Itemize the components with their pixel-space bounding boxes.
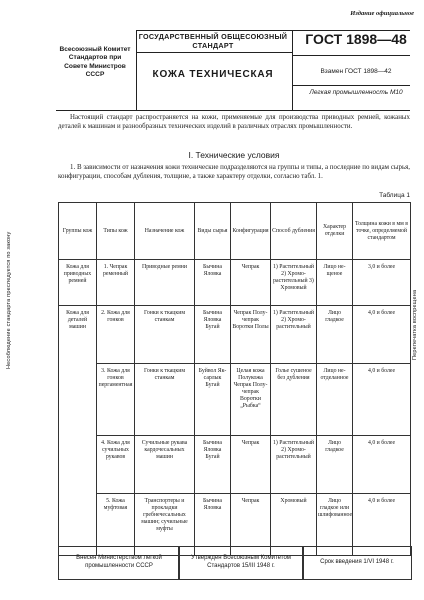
cell-type: 2. Кожа для гонков [97,306,135,364]
cell-purpose: Гонки к ткацким станкам [135,306,195,364]
cell-finish: Лицо гладкое [317,306,353,364]
cell-type: 3. Кожа для гонков пергаментная [97,364,135,436]
cell-group: Кожа для деталей машин [59,306,97,364]
classification-table [58,202,411,556]
cell-raw: Бычина Яловка Бугай [195,436,231,494]
cell-tanning: Хромовый [271,494,317,556]
cell-config: Чепрак [231,436,271,494]
cell-finish: Лицо не-щеное [317,260,353,306]
issuer-block: Всесоюзный Комитет Стандартов при Совете Министров СССР [59,46,131,79]
cell-group [59,364,97,436]
header-cell: Виды сырья [195,203,231,260]
cell-thickness: 4,0 и более [353,364,411,436]
header-cell: Способ дубления [271,203,317,260]
cell-tanning: 1) Растительный 2) Хромо-растительный [271,436,317,494]
cell-finish: Лицо гладкое [317,436,353,494]
cell-purpose: Сучильные рукава кардочесальных машин [135,436,195,494]
cell-group: Кожа для приводных ремней [59,260,97,306]
cell-raw: Бычина Яловка [195,494,231,556]
effective-date: Срок введения 1/VI 1948 г. [302,546,412,580]
intro-paragraph: Настоящий стандарт распространяется на кожи, применяемые для производства приводных ремней, кожаных деталей к машинам и разнообразных технических изделий в различных отраслях промышленности. [58,114,410,131]
cell-config: Чепрак [231,260,271,306]
paragraph-1: 1. В зависимости от назначения кожи технические подразделяются на группы и типы, а последние по видам сырья, конфигурации, способам дубления, толщине, а также характеру отделки, согласно табл. 1. [58,164,410,181]
cell-group [59,436,97,494]
cell-finish: Лицо гладкое или шлифованное [317,494,353,556]
publication-mark: Издание официальное [350,10,414,17]
standard-type: ГОСУДАРСТВЕННЫЙ ОБЩЕСОЮЗНЫЙ СТАНДАРТ [138,32,288,50]
table-row [59,260,411,306]
introduced-by: Внесен Министерством легкой промышленности СССР [58,546,180,580]
header-cell: Назначение кож [135,203,195,260]
section-title: I. Технические условия [188,150,280,160]
cell-thickness: 4,0 и более [353,436,411,494]
header-cell: Толщина кожи в мм в точке, определяемой стандартом [353,203,411,260]
table-caption: Таблица 1 [379,192,410,199]
header-cell: Конфигурация [231,203,271,260]
header-cell: Типы кож [97,203,135,260]
cell-finish: Лицо не-отделанное [317,364,353,436]
header-cell: Группы кож [59,203,97,260]
table-row [59,436,411,494]
cell-type: 1. Чепрак ременный [97,260,135,306]
cell-thickness: 4,0 и более [353,494,411,556]
cell-raw: Буйвол Як-сарлык Бугай [195,364,231,436]
cell-purpose: Приводные ремни [135,260,195,306]
table-row [59,364,411,436]
cell-config: Чепрак Полу-чепрак Воротки Полы [231,306,271,364]
table-header-row [59,203,411,260]
cell-type: 4. Кожа для сучильных рукавов [97,436,135,494]
cell-config: Целая кожа Полукожа Чепрак Полу-чепрак Воротки „Рыбка“ [231,364,271,436]
approved-by: Утвержден Всесоюзным Комитетом Стандартов 15/III 1948 г. [178,546,304,580]
table-row [59,306,411,364]
cell-tanning: 1) Растительный 2) Хромо-растительный [271,306,317,364]
cell-tanning: 1) Растительный 2) Хромо-растительный 3) Хромовый [271,260,317,306]
header-cell: Характер отделки [317,203,353,260]
industry-classification: Легкая промышленность М10 [309,89,403,96]
document-title: КОЖА ТЕХНИЧЕСКАЯ [152,69,274,80]
gost-number: ГОСТ 1898—48 [305,31,407,47]
replaces-note: Взамен ГОСТ 1898—42 [320,68,392,75]
legal-notice-side-text: Несоблюдение стандарта преследуется по закону [6,231,12,369]
reprint-notice-side-text: Перепечатка воспрещена [412,289,418,361]
cell-purpose: Гонки к ткацким станкам [135,364,195,436]
cell-tanning: Голье сушеное без дубления [271,364,317,436]
cell-type: 5. Кожа муфтовая [97,494,135,556]
cell-raw: Бычина Яловка [195,260,231,306]
cell-thickness: 3,0 и более [353,260,411,306]
cell-purpose: Транспортеры и прокладки гребнечесальных машин; сучильные муфты [135,494,195,556]
cell-config: Чепрак [231,494,271,556]
cell-raw: Бычина Яловка Бугай [195,306,231,364]
cell-thickness: 4,0 и более [353,306,411,364]
